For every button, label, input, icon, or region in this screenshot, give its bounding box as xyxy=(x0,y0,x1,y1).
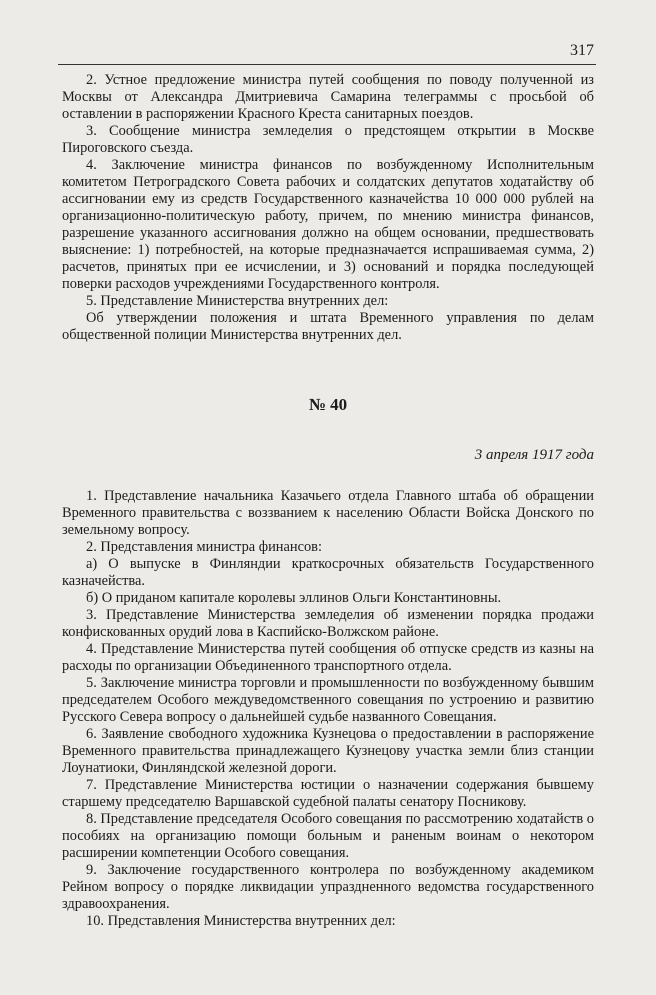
paragraph: 6. Заявление свободного художника Кузнецова о предоставлении в распоряжение Временного правительства принадлежащего Кузнецову участка земли близ станции Лоунатиоки, Финляндской железной дороги. xyxy=(62,726,594,776)
paragraph: 2. Представления министра финансов: xyxy=(86,539,322,555)
header-rule xyxy=(58,64,596,65)
paragraph: 5. Представление Министерства внутренних дел: xyxy=(86,293,389,309)
paragraph: Об утверждении положения и штата Временного управления по делам общественной полиции Министерства внутренних дел. xyxy=(62,310,594,343)
paragraph: 4. Представление Министерства путей сообщения об отпуске средств из казны на расходы по организации Объединенного транспортного отдела. xyxy=(62,641,594,674)
paragraph: 5. Заключение министра торговли и промышленности по возбужденному бывшим председателем Особого междуведомственного совещания по устроению и развитию Русского Севера вопросу о дальнейшей судьбе названного Совещания. xyxy=(62,675,594,725)
paragraph: 9. Заключение государственного контролера по возбужденному академиком Рейном вопросу о порядке ликвидации упраздненного ведомства государственного здравоохранения. xyxy=(62,862,594,912)
paragraph: б) О приданом капитале королевы эллинов Ольги Константиновны. xyxy=(86,590,502,606)
section-date: 3 апреля 1917 года xyxy=(474,447,594,463)
document-body xyxy=(62,72,594,930)
paragraph: 2. Устное предложение министра путей сообщения по поводу полученной из Москвы от Александра Дмитриевича Самарина телеграммы с просьбой об оставлении в распоряжении Красного Креста санитарных поездов. xyxy=(62,72,594,122)
paragraph: 8. Представление председателя Особого совещания по рассмотрению ходатайств о пособиях на организацию помощи больным и раненым воинам о некотором расширении компетенции Особого совещания. xyxy=(62,811,594,861)
paragraph: 1. Представление начальника Казачьего отдела Главного штаба об обращении Временного правительства с воззванием к населению Области Войска Донского по земельному вопросу. xyxy=(62,488,594,538)
page-number: 317 xyxy=(570,42,594,59)
paragraph: 4. Заключение министра финансов по возбужденному Исполнительным комитетом Петроградского Совета рабочих и солдатских депутатов ходатайству об ассигновании ему из средств Государственного казначейства 10 000 000 рублей на организационно-политическую работу, причем, по мнению министра финансов, разрешение указанного ассигнования должно на общем основании, предшествовать выяснение: 1) потребностей, на которые предназначается испрашиваемая сумма, 2) расчетов, принятых при ее исчислении, и 3) оснований и порядка последующей поверки расходов учреждениями Государственного контроля. xyxy=(62,157,594,292)
paragraph: а) О выпуске в Финляндии краткосрочных обязательств Государственного казначейства. xyxy=(62,556,594,589)
paragraph: 10. Представления Министерства внутренних дел: xyxy=(86,913,396,929)
section-heading: № 40 xyxy=(308,395,348,414)
paragraph: 3. Сообщение министра земледелия о предстоящем открытии в Москве Пироговского съезда. xyxy=(62,123,594,156)
paragraph: 7. Представление Министерства юстиции о назначении содержания бывшему старшему председателю Варшавской судебной палаты сенатору Посникову. xyxy=(62,777,594,810)
paragraph: 3. Представление Министерства земледелия об изменении порядка продажи конфискованных орудий лова в Каспийско-Волжском районе. xyxy=(62,607,594,640)
